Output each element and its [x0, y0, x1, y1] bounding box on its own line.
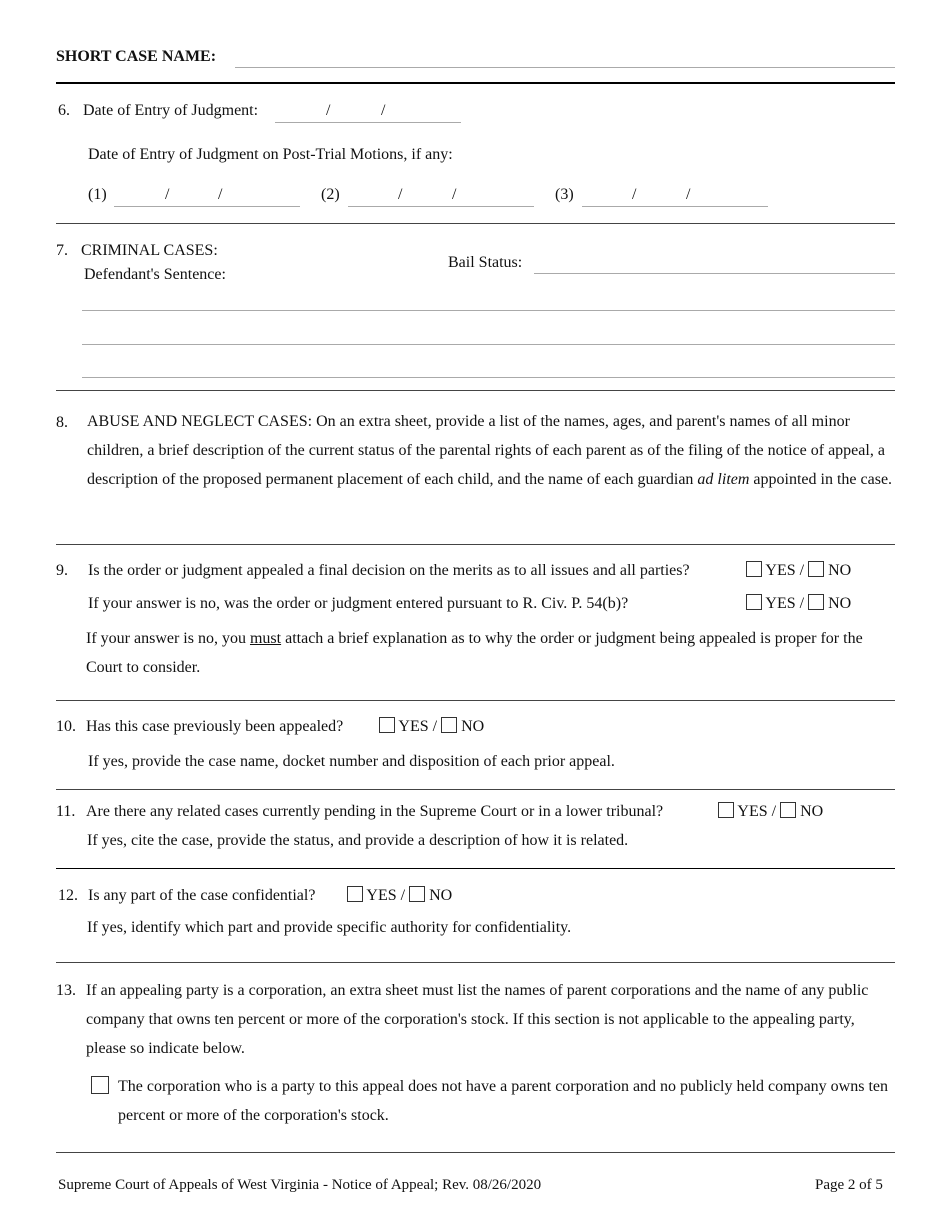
q7-title: CRIMINAL CASES: — [81, 242, 218, 259]
date-slash: / — [686, 186, 691, 203]
q6-label: Date of Entry of Judgment: — [83, 102, 259, 119]
q8-text-italic: ad litem — [697, 471, 750, 488]
divider — [56, 700, 895, 701]
q9-yes-no — [746, 561, 851, 580]
q9-note-start: If your answer is no, you — [86, 630, 246, 647]
defendant-sentence-label: Defendant's Sentence: — [84, 266, 226, 283]
q9b-yes-no — [746, 594, 851, 613]
q12-number: 12. — [58, 887, 78, 904]
q11-question: Are there any related cases currently pending in the Supreme Court or in a lower tribunal? — [86, 803, 664, 820]
post-trial-date-2-field[interactable] — [348, 206, 534, 207]
page-number: Page 2 of 5 — [815, 1177, 883, 1193]
yes-label: YES / — [765, 562, 805, 579]
q12-yes-no — [347, 886, 452, 905]
footer-text: Supreme Court of Appeals of West Virginia - Notice of Appeal; Rev. 08/26/2020 — [58, 1177, 542, 1193]
q11-no-checkbox[interactable] — [780, 802, 796, 818]
sentence-line-1-field[interactable] — [82, 310, 895, 311]
q9-note-must: must — [249, 630, 282, 647]
q9-note-end: attach a brief explanation as to why the order or judgment being appealed is proper for the Court to consider. — [86, 630, 863, 676]
post-trial-item-1: (1) — [88, 186, 107, 203]
divider — [56, 868, 895, 869]
q10-yes-no — [379, 717, 484, 736]
q13-no-parent-checkbox[interactable] — [91, 1076, 109, 1094]
yes-label: YES / — [765, 595, 805, 612]
bail-status-label: Bail Status: — [448, 254, 523, 271]
sentence-line-3-field[interactable] — [82, 377, 895, 378]
q9b-yes-checkbox[interactable] — [746, 594, 762, 610]
footer-divider — [56, 1152, 895, 1153]
q9b-no-checkbox[interactable] — [808, 594, 824, 610]
q11-number: 11. — [56, 803, 76, 820]
date-slash: / — [452, 186, 457, 203]
q8-text-end: appointed in the case. — [753, 471, 893, 488]
q12-question: Is any part of the case confidential? — [88, 887, 316, 904]
no-label: NO — [828, 595, 852, 612]
q10-followup: If yes, provide the case name, docket number and disposition of each prior appeal. — [88, 753, 615, 770]
q9-question: Is the order or judgment appealed a final decision on the merits as to all issues and all parties? — [88, 562, 690, 579]
short-case-name-field[interactable] — [235, 67, 895, 68]
q9-yes-checkbox[interactable] — [746, 561, 762, 577]
no-label: NO — [461, 718, 485, 735]
q10-yes-checkbox[interactable] — [379, 717, 395, 733]
post-trial-item-2: (2) — [321, 186, 340, 203]
date-slash: / — [632, 186, 637, 203]
no-label: NO — [828, 562, 852, 579]
yes-label: YES / — [398, 718, 438, 735]
q13-checkbox-label: The corporation who is a party to this appeal does not have a parent corporation and no publicly held company owns ten percent or more of the corporation's stock. — [118, 1078, 889, 1124]
q8-text — [87, 407, 893, 494]
q12-followup: If yes, identify which part and provide specific authority for confidentiality. — [87, 919, 572, 936]
q10-number: 10. — [56, 718, 76, 735]
q9-followup: If your answer is no, was the order or judgment entered pursuant to R. Civ. P. 54(b)? — [88, 595, 629, 612]
q6-number: 6. — [58, 102, 70, 119]
q7-number: 7. — [56, 242, 68, 259]
q8-number: 8. — [56, 414, 68, 431]
short-case-name-label: SHORT CASE NAME: — [56, 48, 217, 65]
post-trial-item-3: (3) — [555, 186, 574, 203]
date-slash: / — [381, 102, 386, 119]
q9-number: 9. — [56, 562, 68, 579]
q9-no-checkbox[interactable] — [808, 561, 824, 577]
q11-followup: If yes, cite the case, provide the status, and provide a description of how it is related. — [87, 832, 629, 849]
q13-text: If an appealing party is a corporation, an extra sheet must list the names of parent corporations and the name of any public company that owns ten percent or more of the corporation's stock. If this section is not applicable to the appealing party, please so indicate below. — [86, 982, 869, 1057]
post-trial-date-3-field[interactable] — [582, 206, 768, 207]
sentence-line-2-field[interactable] — [82, 344, 895, 345]
q8-text-main: ABUSE AND NEGLECT CASES: On an extra sheet, provide a list of the names, ages, and parent's names of all minor children, a brief description of the current status of the parental rights of each parent as of the filing of the notice of appeal, a description of the proposed permanent placement of each child, and the name of each guardian — [87, 413, 885, 488]
date-slash: / — [165, 186, 170, 203]
header-divider — [56, 82, 895, 84]
yes-label: YES / — [737, 803, 777, 820]
divider — [56, 544, 895, 545]
q9-note — [86, 624, 886, 682]
no-label: NO — [800, 803, 824, 820]
divider — [56, 962, 895, 963]
q11-yes-no — [718, 802, 823, 821]
no-label: NO — [429, 887, 453, 904]
q10-question: Has this case previously been appealed? — [86, 718, 344, 735]
q11-yes-checkbox[interactable] — [718, 802, 734, 818]
divider — [56, 390, 895, 391]
bail-status-field[interactable] — [534, 273, 895, 274]
q12-yes-checkbox[interactable] — [347, 886, 363, 902]
q12-no-checkbox[interactable] — [409, 886, 425, 902]
post-trial-date-1-field[interactable] — [114, 206, 300, 207]
yes-label: YES / — [366, 887, 406, 904]
q13-number: 13. — [56, 982, 76, 999]
divider — [56, 223, 895, 224]
date-slash: / — [398, 186, 403, 203]
divider — [56, 789, 895, 790]
post-trial-label: Date of Entry of Judgment on Post-Trial Motions, if any: — [88, 146, 453, 163]
q10-no-checkbox[interactable] — [441, 717, 457, 733]
date-slash: / — [326, 102, 331, 119]
judgment-date-field[interactable] — [275, 122, 461, 123]
date-slash: / — [218, 186, 223, 203]
